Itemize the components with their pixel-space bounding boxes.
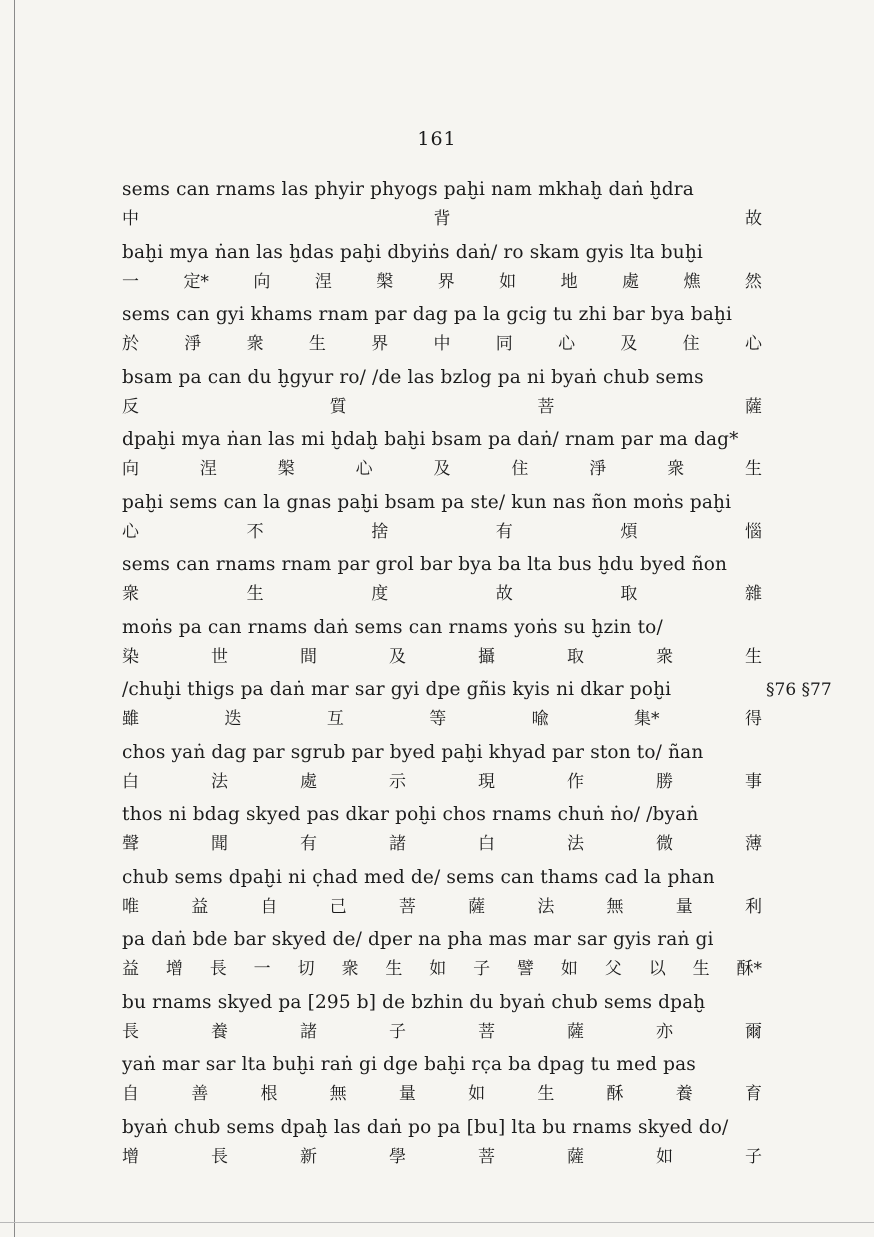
tibetan-line: dpaḫi mya ṅan las mi ḫdaḫ baḫi bsam pa daṅ/ rnam par ma dag* bbox=[122, 429, 739, 450]
tibetan-line: paḫi sems can la gnas paḫi bsam pa ste/ kun nas ñon moṅs paḫi bbox=[122, 491, 732, 513]
line-pair bbox=[0, 241, 874, 304]
chinese-line bbox=[122, 833, 762, 855]
chinese-line bbox=[122, 1021, 762, 1043]
chinese-char: 及 bbox=[389, 646, 406, 667]
line-pair bbox=[0, 678, 874, 741]
chinese-char: 薩 bbox=[468, 896, 486, 917]
tibetan-line: baḫi mya ṅan las ḫdas paḫi dbyiṅs daṅ/ ro skam gyis lta buḫi bbox=[122, 241, 703, 263]
page-number: 161 bbox=[417, 128, 457, 150]
chinese-char: 白 bbox=[478, 834, 495, 854]
line-pair bbox=[0, 616, 874, 679]
tibetan-line: /chuḫi thigs pa daṅ mar sar gyi dpe gñis kyis ni dkar poḫi bbox=[122, 679, 672, 700]
chinese-char: 中 bbox=[122, 209, 139, 229]
tibetan-line: sems can gyi khams rnam par dag pa la gcig tu zhi bar bya baḫi bbox=[122, 304, 733, 325]
chinese-char: 衆 bbox=[246, 334, 264, 354]
chinese-char: 自 bbox=[122, 1084, 139, 1104]
chinese-char: 向 bbox=[253, 271, 271, 292]
chinese-char: 及 bbox=[433, 459, 451, 479]
chinese-char: 長 bbox=[209, 959, 227, 979]
chinese-char: 量 bbox=[398, 1084, 416, 1104]
bottom-edge-line bbox=[0, 1222, 874, 1223]
chinese-char: 一 bbox=[253, 959, 271, 979]
chinese-char: 育 bbox=[744, 1084, 762, 1104]
chinese-char: 取 bbox=[567, 646, 584, 667]
chinese-line bbox=[122, 458, 762, 480]
chinese-char: 有 bbox=[495, 521, 513, 542]
line-pair bbox=[0, 303, 874, 366]
chinese-char: 法 bbox=[537, 896, 555, 917]
chinese-char: 等 bbox=[429, 709, 447, 729]
chinese-char: 染 bbox=[122, 646, 139, 667]
line-pair bbox=[0, 928, 874, 991]
chinese-char: 度 bbox=[371, 584, 389, 604]
line-pair bbox=[0, 1053, 874, 1116]
line-pair bbox=[0, 866, 874, 929]
chinese-line bbox=[122, 1146, 762, 1168]
chinese-char: 一 bbox=[122, 271, 139, 292]
chinese-char: 處 bbox=[622, 271, 639, 292]
chinese-char: 己 bbox=[329, 896, 347, 917]
chinese-char: 薩 bbox=[567, 1021, 584, 1042]
chinese-char: 菩 bbox=[478, 1021, 495, 1042]
chinese-line bbox=[122, 583, 762, 605]
line-pair bbox=[0, 553, 874, 616]
chinese-char: 父 bbox=[604, 959, 622, 979]
tibetan-line: moṅs pa can rnams daṅ sems can rnams yoṅs su ḫzin to/ bbox=[122, 616, 663, 638]
chinese-char: 雖 bbox=[122, 709, 139, 729]
chinese-char: 衆 bbox=[122, 584, 139, 604]
chinese-char: 槃 bbox=[277, 459, 295, 479]
chinese-char: 生 bbox=[385, 959, 403, 979]
chinese-char: 養 bbox=[675, 1084, 693, 1104]
chinese-char: 爾 bbox=[745, 1021, 762, 1042]
chinese-char: 聲 bbox=[122, 834, 139, 854]
chinese-char: 於 bbox=[122, 334, 139, 354]
line-pair bbox=[0, 741, 874, 804]
chinese-char: 喩 bbox=[531, 709, 549, 729]
chinese-char: 自 bbox=[260, 896, 278, 917]
chinese-char: 衆 bbox=[341, 959, 359, 979]
chinese-char: 學 bbox=[389, 1146, 406, 1167]
chinese-char: 故 bbox=[745, 209, 762, 229]
chinese-char: 無 bbox=[606, 896, 624, 917]
chinese-char: 以 bbox=[648, 959, 666, 979]
chinese-char: 故 bbox=[495, 584, 513, 604]
chinese-line bbox=[122, 771, 762, 793]
chinese-char: 利 bbox=[744, 896, 762, 917]
chinese-char: 菩 bbox=[478, 1146, 495, 1167]
tibetan-line: bu rnams skyed pa [295 b] de bzhin du byaṅ chub sems dpaḫ bbox=[122, 991, 706, 1013]
tibetan-line: thos ni bdag skyed pas dkar poḫi chos rnams chuṅ ṅo/ /byaṅ bbox=[122, 804, 699, 825]
chinese-char: 心 bbox=[122, 521, 139, 542]
chinese-line bbox=[122, 521, 762, 543]
line-pair bbox=[0, 428, 874, 491]
chinese-char: 切 bbox=[297, 959, 315, 979]
line-pair bbox=[0, 803, 874, 866]
chinese-char: 地 bbox=[560, 271, 578, 292]
chinese-char: 示 bbox=[389, 771, 406, 792]
chinese-char: 酥 bbox=[606, 1084, 624, 1104]
margin-note: §76 §77 bbox=[766, 680, 832, 700]
chinese-char: 惱 bbox=[744, 521, 762, 542]
line-pair bbox=[0, 178, 874, 241]
chinese-line bbox=[122, 708, 762, 730]
chinese-line bbox=[122, 1083, 762, 1105]
tibetan-line: pa daṅ bde bar skyed de/ dper na pha mas mar sar gyis raṅ gi bbox=[122, 929, 714, 950]
chinese-line bbox=[122, 958, 762, 980]
line-pair bbox=[0, 1116, 874, 1179]
chinese-char: 燋 bbox=[683, 271, 701, 292]
chinese-char: 現 bbox=[478, 771, 495, 792]
chinese-char: 酥* bbox=[736, 959, 762, 979]
chinese-char: 如 bbox=[429, 959, 447, 979]
chinese-char: 增 bbox=[165, 959, 183, 979]
chinese-char: 槃 bbox=[376, 271, 394, 292]
chinese-char: 量 bbox=[675, 896, 693, 917]
chinese-char: 亦 bbox=[656, 1021, 673, 1042]
chinese-char: 集* bbox=[634, 709, 660, 729]
chinese-char: 法 bbox=[567, 834, 584, 854]
chinese-char: 養 bbox=[211, 1021, 228, 1042]
chinese-line bbox=[122, 896, 762, 918]
chinese-line bbox=[122, 271, 762, 293]
chinese-char: 薩 bbox=[744, 396, 762, 417]
chinese-char: 同 bbox=[495, 334, 513, 354]
chinese-char: 心 bbox=[355, 459, 373, 479]
chinese-char: 諸 bbox=[300, 1021, 317, 1042]
chinese-char: 根 bbox=[260, 1084, 278, 1104]
chinese-char: 攝 bbox=[478, 646, 495, 667]
chinese-char: 質 bbox=[329, 396, 347, 417]
chinese-char: 益 bbox=[122, 959, 139, 979]
chinese-char: 聞 bbox=[211, 834, 228, 854]
tibetan-line: sems can rnams las phyir phyogs paḫi nam mkhaḫ daṅ ḫdra bbox=[122, 179, 694, 200]
chinese-char: 心 bbox=[744, 334, 762, 354]
chinese-char: 作 bbox=[567, 771, 584, 792]
chinese-char: 背 bbox=[433, 209, 451, 229]
line-pair bbox=[0, 991, 874, 1054]
chinese-line bbox=[122, 208, 762, 230]
chinese-char: 捨 bbox=[371, 521, 389, 542]
chinese-char: 如 bbox=[468, 1084, 486, 1104]
chinese-char: 生 bbox=[246, 584, 264, 604]
chinese-char: 煩 bbox=[620, 521, 638, 542]
chinese-char: 善 bbox=[191, 1084, 209, 1104]
chinese-char: 衆 bbox=[667, 459, 685, 479]
chinese-char: 菩 bbox=[398, 896, 416, 917]
chinese-char: 中 bbox=[433, 334, 451, 354]
chinese-char: 長 bbox=[122, 1021, 139, 1042]
chinese-char: 向 bbox=[122, 459, 139, 479]
chinese-char: 淨 bbox=[184, 334, 202, 354]
chinese-char: 白 bbox=[122, 771, 139, 792]
chinese-char: 及 bbox=[620, 334, 638, 354]
chinese-line bbox=[122, 646, 762, 668]
chinese-char: 薄 bbox=[745, 834, 762, 854]
chinese-char: 衆 bbox=[656, 646, 673, 667]
chinese-char: 長 bbox=[211, 1146, 228, 1167]
chinese-char: 如 bbox=[499, 271, 517, 292]
chinese-char: 微 bbox=[656, 834, 673, 854]
tibetan-line: chos yaṅ dag par sgrub par byed paḫi khyad par ston to/ ñan bbox=[122, 741, 704, 763]
chinese-char: 如 bbox=[560, 959, 578, 979]
chinese-char: 世 bbox=[211, 646, 228, 667]
chinese-char: 唯 bbox=[122, 896, 139, 917]
chinese-char: 雜 bbox=[744, 584, 762, 604]
chinese-char: 互 bbox=[326, 709, 344, 729]
chinese-char: 不 bbox=[246, 521, 264, 542]
chinese-line bbox=[122, 396, 762, 418]
chinese-char: 子 bbox=[389, 1021, 406, 1042]
chinese-char: 新 bbox=[300, 1146, 317, 1167]
chinese-char: 涅 bbox=[314, 271, 332, 292]
tibetan-line: yaṅ mar sar lta buḫi raṅ gi dge baḫi rc̣a ba dpag tu med pas bbox=[122, 1054, 696, 1075]
chinese-char: 然 bbox=[744, 271, 762, 292]
chinese-char: 菩 bbox=[537, 396, 555, 417]
chinese-char: 住 bbox=[682, 334, 700, 354]
line-pair bbox=[0, 366, 874, 429]
chinese-char: 法 bbox=[211, 771, 228, 792]
chinese-char: 淨 bbox=[589, 459, 607, 479]
tibetan-line: bsam pa can du ḫgyur ro/ /de las bzlog pa ni byaṅ chub sems bbox=[122, 366, 704, 388]
chinese-line bbox=[122, 333, 762, 355]
chinese-char: 有 bbox=[300, 834, 317, 854]
chinese-char: 薩 bbox=[567, 1146, 584, 1167]
chinese-char: 生 bbox=[537, 1084, 555, 1104]
chinese-char: 定* bbox=[183, 271, 209, 292]
chinese-char: 子 bbox=[473, 959, 491, 979]
tibetan-line: chub sems dpaḫi ni c̣had med de/ sems can thams cad la phan bbox=[122, 866, 715, 888]
chinese-char: 迭 bbox=[224, 709, 242, 729]
chinese-char: 勝 bbox=[656, 771, 673, 792]
tibetan-line: byaṅ chub sems dpaḫ las daṅ po pa [bu] lta bu rnams skyed do/ bbox=[122, 1116, 729, 1138]
chinese-char: 增 bbox=[122, 1146, 139, 1167]
chinese-char: 生 bbox=[745, 646, 762, 667]
chinese-char: 反 bbox=[122, 396, 139, 417]
chinese-char: 諸 bbox=[389, 834, 406, 854]
chinese-char: 住 bbox=[511, 459, 529, 479]
chinese-char: 界 bbox=[371, 334, 389, 354]
chinese-char: 如 bbox=[656, 1146, 673, 1167]
chinese-char: 得 bbox=[744, 709, 762, 729]
chinese-char: 子 bbox=[745, 1146, 762, 1167]
chinese-char: 界 bbox=[437, 271, 455, 292]
chinese-char: 心 bbox=[558, 334, 576, 354]
chinese-char: 生 bbox=[692, 959, 710, 979]
chinese-char: 生 bbox=[745, 459, 762, 479]
chinese-char: 無 bbox=[329, 1084, 347, 1104]
chinese-char: 涅 bbox=[199, 459, 217, 479]
chinese-char: 間 bbox=[300, 646, 317, 667]
text-body bbox=[0, 178, 874, 1178]
chinese-char: 益 bbox=[191, 896, 209, 917]
chinese-char: 處 bbox=[300, 771, 317, 792]
chinese-char: 取 bbox=[620, 584, 638, 604]
chinese-char: 事 bbox=[745, 771, 762, 792]
chinese-char: 生 bbox=[308, 334, 326, 354]
line-pair bbox=[0, 491, 874, 554]
chinese-char: 譬 bbox=[517, 959, 535, 979]
tibetan-line: sems can rnams rnam par grol bar bya ba lta bus ḫdu byed ñon bbox=[122, 554, 728, 575]
